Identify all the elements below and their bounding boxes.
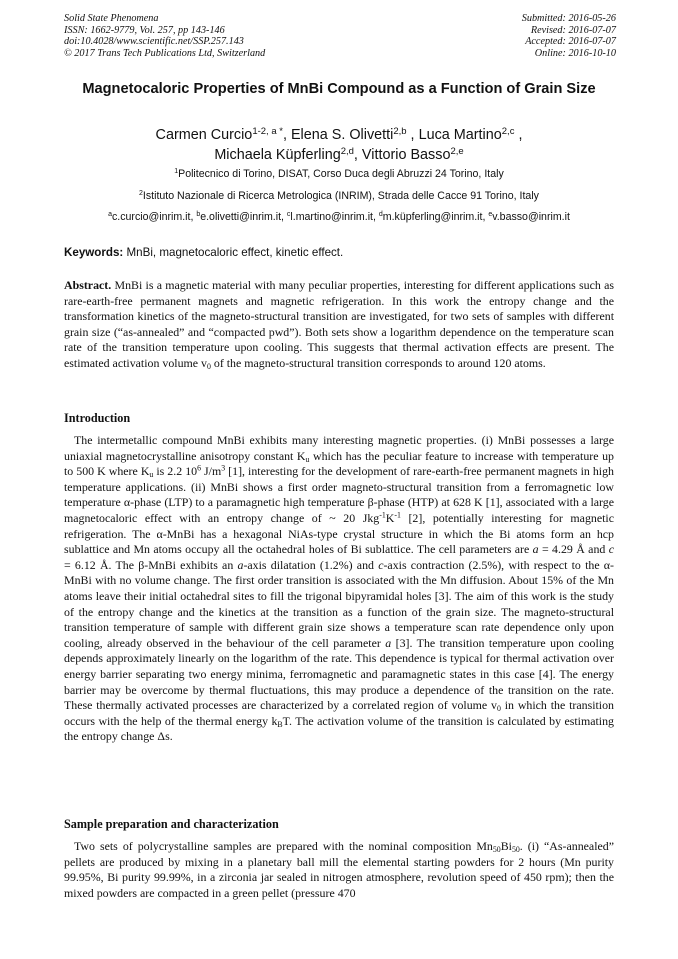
abstract-label: Abstract. (64, 278, 112, 292)
keywords (64, 246, 343, 259)
abstract-subscript: 0 (206, 361, 211, 371)
affiliation (40, 168, 638, 180)
body-text: . (i) “As-annealed” pellets are produced by mixing in a planetary ball mill the elemental starting powders for 2 hours (Mn purity 99.95%, Bi purity 99.99%, in a zirconia jar sealed in nitrogen atmosphere, revolution speed of 450 rpm); then the mixed powders are compacted in a green pellet (pressure 470 (64, 839, 614, 900)
doi-line: doi:10.4028/www.scientific.net/SSP.257.143 (64, 36, 244, 48)
copyright-line: © 2017 Trans Tech Publications Ltd, Switzerland (64, 47, 266, 59)
paper-title: Magnetocaloric Properties of MnBi Compound as a Function of Grain Size (82, 81, 596, 97)
affiliation-text: Politecnico di Torino, DISAT, Corso Duca degli Abruzzi 24 Torino, Italy (178, 168, 504, 180)
author-affiliation-mark: 2,d (340, 145, 354, 157)
italic-symbol: c (378, 557, 384, 572)
author-name: Elena S. Olivetti (290, 127, 394, 143)
author-affiliation-mark: 2,c (501, 125, 515, 137)
sample-preparation-body (64, 839, 614, 901)
subscript: 50 (511, 844, 520, 854)
affiliation-text: Istituto Nazionale di Ricerca Metrologica (INRIM), Strada delle Cacce 91 Torino, Italy (142, 190, 539, 202)
body-text: [2], potentially interesting for magnetic refrigeration. The α-MnBi has a hexagonal NiAs-type crystal structure in which the Bi atoms form an hcp sublattice and Mn atoms occupy all the octahedral holes of Bi sublattice. The cell parameters are (64, 510, 615, 557)
issn-line: ISSN: 1662-9779, Vol. 257, pp 143-146 (64, 24, 225, 36)
introduction-body (64, 433, 614, 745)
subscript: u (305, 454, 310, 464)
abstract (64, 278, 614, 372)
email-mark: b (196, 211, 201, 219)
section-heading-sample-preparation: Sample preparation and characterization (64, 817, 279, 831)
affiliation-mark: 2 (139, 190, 143, 198)
email-address[interactable]: c.curcio@inrim.it (111, 211, 191, 223)
author-list: Carmen Curcio$^{1-2, a *}$, Elena S. Olivetti$^{2,b}$ , Luca Martino$^{2,c}$ , Michaela Küpferling$^{2,d}$, Vittorio Basso$^{2,e}$ (155, 125, 523, 163)
body-text: K (385, 510, 395, 525)
body-text: is 2.2 10 (153, 464, 198, 479)
email-address[interactable]: l.martino@inrim.it (290, 211, 373, 223)
superscript: -1 (394, 510, 401, 520)
author-name: Michaela Küpferling (214, 147, 341, 163)
author-affiliation-mark: 2,b (393, 125, 407, 137)
affiliation-mark: 1 (174, 168, 179, 176)
author-name: Vittorio Basso (361, 147, 451, 163)
italic-symbol: a (237, 557, 244, 572)
superscript: 6 (197, 463, 202, 473)
italic-symbol: a (532, 542, 539, 557)
body-text: -axis contraction (2.5%), with respect to the α-MnBi with no volume change. The first order transition is associated with the Mn diffusion. About 15% of the Mn atoms leave their initial octahedral sites to fill the trigonal bipyramidal holes [3]. The aim of this work is the study of the entropy change and the kinetics at the transition as a function of the grain size. The magneto-structural transition temperature of sample with different grain size shows a temperature scan rate dependence only upon cooling, already observed in the behaviour of the cell parameter (64, 557, 614, 650)
italic-symbol: c (608, 542, 614, 557)
subscript: 0 (496, 704, 501, 714)
publication-info (64, 13, 265, 59)
abstract-text: MnBi is a magnetic material with many peculiar properties, interesting for different applications such as rare-earth-free permanent magnets and magnetic refrigeration. In this work the entropy change and the transformation kinetics of the magneto-structural transition are investigated, for two sets of samples with different grain size (“as-annealed” and “compacted pwd”). Both sets show a logarithm dependence on the temperature scan rate of the transition temperature upon cooling. This suggests that thermal activation effects are present. The estimated activation volume v (64, 278, 614, 370)
author-affiliation-mark: 1-2, a * (252, 125, 283, 137)
superscript: -1 (379, 510, 386, 520)
email-address[interactable]: e.olivetti@inrim.it (200, 211, 282, 223)
author-name: Luca Martino (418, 127, 502, 143)
subscript: 50 (492, 844, 501, 854)
keywords-label: Keywords: (64, 246, 124, 259)
submitted-date: Submitted: 2016-05-26 (521, 13, 616, 24)
author-name: Carmen Curcio (155, 127, 253, 143)
revised-date: Revised: 2016-07-07 (530, 24, 616, 36)
body-text: T. The activation volume of the transition is calculated by estimating the entropy change Δs. (64, 713, 614, 744)
body-text: Bi (500, 839, 512, 853)
italic-symbol: a (385, 635, 392, 650)
body-text: in which the transition occurs with the help of the thermal energy k (64, 698, 614, 728)
email-mark: a (108, 211, 112, 219)
affiliation (40, 190, 638, 202)
email-address[interactable]: m.küpferling@inrim.it (382, 211, 483, 223)
body-text: J/m (201, 464, 222, 479)
keywords-text: MnBi, magnetocaloric effect, kinetic effect. (126, 246, 344, 259)
journal-name: Solid State Phenomena (64, 13, 159, 24)
email-address[interactable]: v.basso@inrim.it (492, 211, 570, 223)
body-text: The intermetallic compound MnBi exhibits many interesting magnetic properties. (i) MnBi possesses a large uniaxial magnetocrystalline anisotropy constant K (64, 433, 614, 463)
body-text: -axis dilatation (1.2%) and (243, 557, 379, 572)
superscript: 3 (221, 463, 226, 473)
author-affiliation-mark: 2,e (450, 145, 464, 157)
accepted-date: Accepted: 2016-07-07 (525, 36, 616, 48)
subscript: B (277, 719, 283, 729)
email-mark: c (286, 211, 291, 219)
body-text: which has the peculiar feature to increase with temperature up to 500 K where K (64, 448, 614, 479)
body-text: [3]. The transition temperature upon cooling depends approximately linearly on the logarithm of the rate. This dependence is typical for thermal activation over energy barrier separating two energy minima, ferromagnetic and paramagnetic states in this case [4]. The energy barrier may be overcome by thermal fluctuations, this may produce a dependence of the transition on the rate. These thermally activated processes are characterized by a correlated region of volume v (64, 635, 614, 713)
email-list: $^a$c.curcio@inrim.it, $^b$e.olivetti@inrim.it, $^c$l.martino@inrim.it, $^d$m.küpferling@inrim.it, $^e$v.basso@inrim.it (108, 211, 570, 223)
email-mark: d (378, 211, 383, 219)
body-text: = 6.12 Å. The β-MnBi exhibits an (64, 557, 238, 572)
body-text: [1], interesting for the development of rare-earth-free permanent magnets in high temperature applications. (ii) MnBi shows a first order magneto-structural transition from a ferromagnetic low temperature α-phase (LTP) to a paramagnetic high temperature β-phase (HTP) at 628 K [1], associated with a large magnetocaloric effect with an entropy change of ~ 20 Jkg (64, 464, 614, 525)
body-text: = 4.29 Å and (538, 542, 609, 557)
abstract-text: of the magneto-structural transition corresponds to around 120 atoms. (210, 355, 546, 370)
online-date: Online: 2016-10-10 (534, 47, 616, 59)
publication-dates (522, 13, 616, 59)
section-heading-introduction: Introduction (64, 411, 131, 425)
subscript: u (149, 470, 154, 480)
body-text: Two sets of polycrystalline samples are prepared with the nominal composition Mn (74, 839, 493, 853)
email-mark: e (488, 211, 493, 219)
